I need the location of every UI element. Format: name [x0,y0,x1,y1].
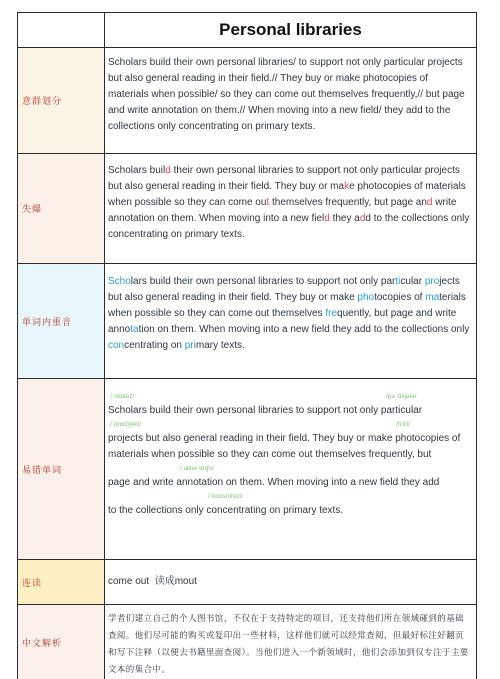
row-label-cell [18,264,105,379]
passage-line: to the collections only concentrating on primary texts. [108,503,470,519]
row-thought-group [18,48,477,154]
text-segment: terials when possible so they can come out themselves [108,292,466,319]
row-label: 中文解析 [18,636,104,649]
text-segment: quently, but page and write anno [108,308,456,335]
page-title: Personal libraries [105,13,477,48]
chinese-analysis-text: 学者们建立自己的个人图书馆，不仅在于支持特定的项目，还支持他们所在领域碰到的基础查阅。他们尽可能的购买或复印出一些材料，这样他们就可以经常查阅，但最好标注好翻页和写下注释（以便去书籍里面查阅）。当他们进入一个新领域时，他们会添加到仅专注于主要文本的集合中。 [105,605,477,679]
highlighted-segment: con [108,340,124,351]
row-hard-words [18,379,477,560]
row-chinese-analysis [18,605,477,679]
phonetic-line [108,419,470,431]
phonetic-field: /fiːld/ [396,419,410,431]
row-plosive-loss [18,154,477,264]
row-label: 连读 [18,576,104,589]
highlighted-segment: Scho [108,276,131,287]
row-label-cell [18,154,105,264]
highlighted-segment: ma [425,292,439,303]
text-segment: themselves frequently, but page an [269,197,427,208]
row-label-cell [18,48,105,154]
title-row [18,13,477,48]
highlighted-segment: d [360,213,366,224]
phonetic-projects: /ˈprɒdʒekt/ [110,419,141,431]
text-segment: their own personal libraries to support not only particular projects but also general reading in their field. They buy or ma [108,165,460,192]
row-label: 易错单词 [18,463,104,476]
row-label-cell [18,605,105,679]
phonetic-particular: /pəˈtɪkjələ/ [386,391,417,403]
text-segment: they a [330,213,360,224]
highlighted-segment: d [324,213,330,224]
highlighted-segment: pro [425,276,439,287]
highlighted-segment: k [344,181,349,192]
highlighted-segment: pho [357,292,374,303]
text-segment: lars build their own personal libraries to support not only par [131,276,396,287]
highlighted-segment: d [165,165,171,176]
study-table [17,12,477,679]
passage-line: page and write annotation on them. When moving into a new field they add [108,475,470,491]
text-segment: centrating on [124,340,185,351]
text-segment: write annotation on them. When moving into a new fiel [108,197,456,224]
row-linking [18,560,477,605]
row-label: 失爆 [18,202,104,215]
passage-line: Scholars build their own personal libraries to support not only particular [108,403,470,419]
row-label: 意群划分 [18,94,104,107]
row-word-stress [18,264,477,379]
row-label-cell [18,560,105,605]
passage-line: projects but also general reading in their field. They buy or make photocopies of materials when possible so they can come out themselves frequently, but [108,431,470,463]
text-segment: Scholars buil [108,165,165,176]
highlighted-segment: fre [325,308,337,319]
phonetic-line [108,463,470,475]
text-segment: tocopies of [374,292,425,303]
text-segment: cular [400,276,424,287]
title-row-blank [18,13,105,48]
text-segment: jects but also general reading in their field. They buy or make [108,276,460,303]
row-label-cell [18,379,105,560]
linking-cell [105,560,477,605]
text-segment: tion on them. When moving into a new field they add to the collections only [139,324,470,335]
text-segment: d to the collections only concentrating on primary texts. [108,213,469,240]
phonetic-concentrating: /ˈkɒnsntreɪt/ [208,491,243,503]
plosive-loss-text [105,154,477,264]
phonetic-line [108,383,470,395]
thought-group-text: Scholars build their own personal libraries/ to support not only particular projects but also general reading in their field.// They buy or make photocopies of materials when possible/ so they can come out themselves frequently,// but page and write annotation on them.// When moving into a new field/ they add to the collections only concentrating on primary texts. [105,48,477,154]
hard-words-cell [105,379,477,560]
highlighted-segment: ta [130,324,138,335]
linking-phrase: come out [108,576,149,587]
highlighted-segment: t [266,197,269,208]
phonetic-scholars: /ˈskɒləz/ [110,391,134,403]
linking-note: 读成mout [155,576,197,587]
highlighted-segment: pri [185,340,196,351]
text-segment: mary texts. [196,340,245,351]
text-segment: e photocopies of materials when possible so they can come ou [108,181,466,208]
highlighted-segment: d [427,197,433,208]
row-label: 单词内重音 [18,315,104,328]
highlighted-segment: ti [395,276,400,287]
phonetic-line [108,491,470,503]
phonetic-annotation: /ˌænəˈteɪʃn/ [180,463,214,475]
word-stress-text [105,264,477,379]
